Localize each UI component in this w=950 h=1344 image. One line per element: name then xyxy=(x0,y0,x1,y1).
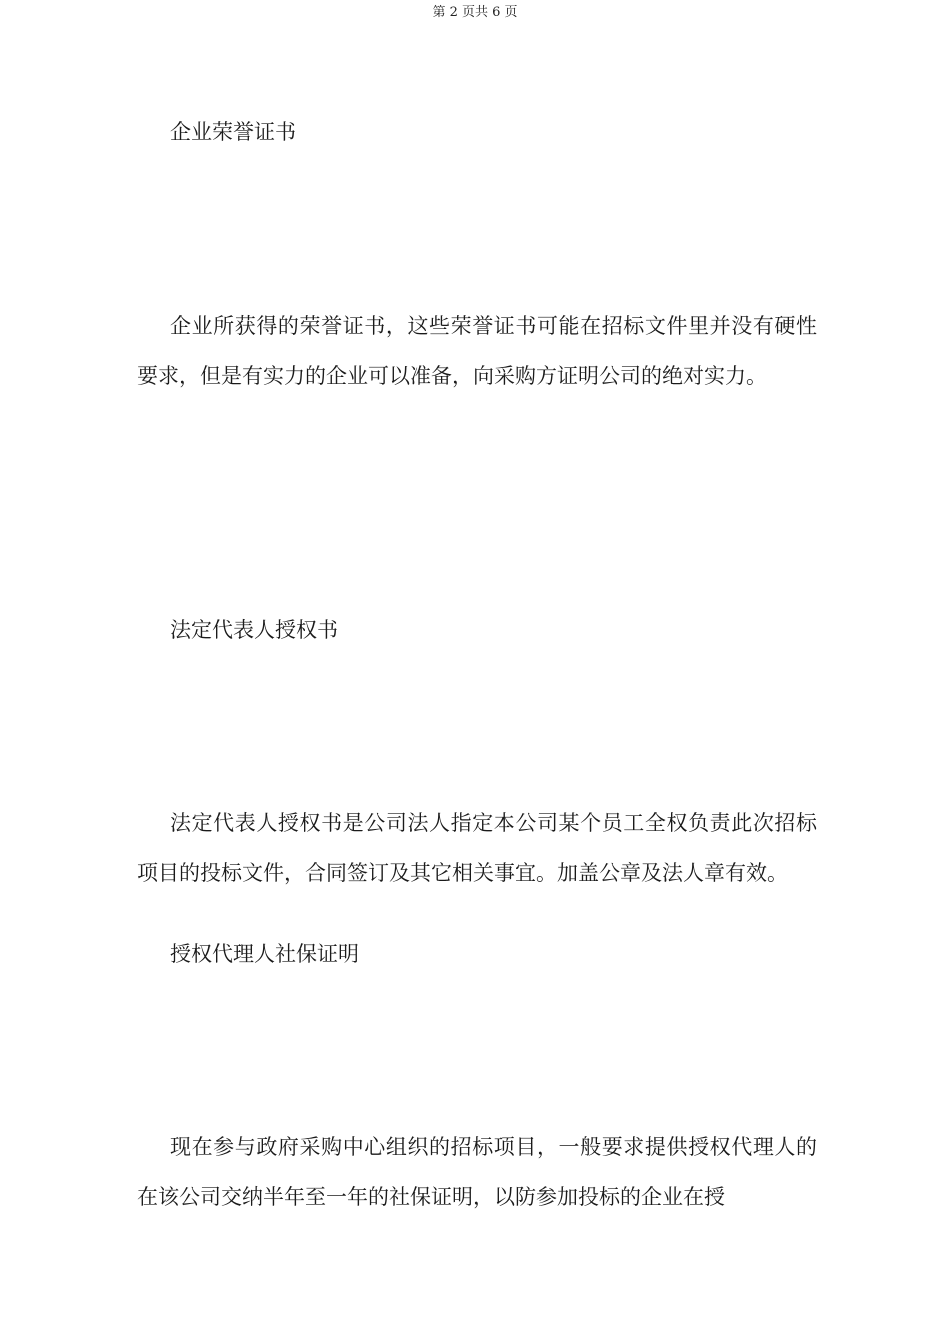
section-heading-honor-certificate: 企业荣誉证书 xyxy=(170,120,296,144)
section-body-agent-social-security: 现在参与政府采购中心组织的招标项目，一般要求提供授权代理人的在该公司交纳半年至一年的社保证明，以防参加投标的企业在授 xyxy=(137,1135,817,1209)
section-heading-agent-social-security: 授权代理人社保证明 xyxy=(170,942,359,966)
section-body-honor-certificate: 企业所获得的荣誉证书，这些荣誉证书可能在招标文件里并没有硬性要求，但是有实力的企业可以准备，向采购方证明公司的绝对实力。 xyxy=(137,314,817,388)
section-body-legal-rep-authorization: 法定代表人授权书是公司法人指定本公司某个员工全权负责此次招标项目的投标文件，合同签订及其它相关事宜。加盖公章及法人章有效。 xyxy=(137,811,817,885)
page-number-header: 第 2 页共 6 页 xyxy=(432,5,518,20)
section-heading-legal-rep-authorization: 法定代表人授权书 xyxy=(170,618,338,642)
